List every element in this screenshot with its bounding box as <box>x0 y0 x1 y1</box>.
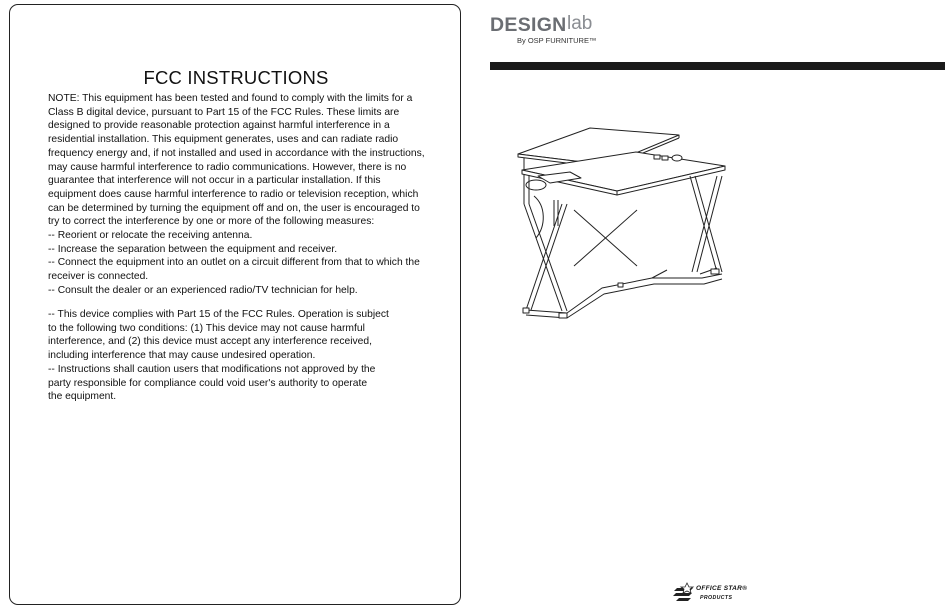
fcc-line: guarantee that interference will not occur in a particular installation. If this <box>48 175 381 187</box>
header-bar <box>490 62 945 70</box>
fcc-line: -- Connect the equipment into an outlet on a circuit different from that to which the <box>48 257 420 269</box>
logo-design-text: DESIGN <box>490 14 567 36</box>
fcc-line: -- Consult the dealer or an experienced radio/TV technician for help. <box>48 284 358 296</box>
fcc-line: -- Reorient or relocate the receiving antenna. <box>48 230 253 242</box>
fcc-line: the equipment. <box>48 391 117 403</box>
logo-lab-text: lab <box>567 13 593 34</box>
fcc-paragraph-1 <box>48 92 448 298</box>
fcc-line: to the following two conditions: (1) This device may not cause harmful <box>48 322 365 334</box>
fcc-line: interference, and (2) this device must accept any interference received, <box>48 336 372 348</box>
fcc-line: -- This device complies with Part 15 of the FCC Rules. Operation is subject <box>48 309 389 320</box>
fcc-line: -- Instructions shall caution users that modifications not approved by the <box>48 363 376 375</box>
desk-illustration <box>512 118 742 323</box>
fcc-line: party responsible for compliance could void user's authority to operate <box>48 377 368 389</box>
office-star-logo <box>673 582 793 606</box>
fcc-line: designed to provide reasonable protection against harmful interference in a <box>48 120 390 132</box>
products-text: PRODUCTS <box>700 595 733 601</box>
fcc-paragraph-2 <box>48 308 448 404</box>
fcc-line: NOTE: This equipment has been tested and found to comply with the limits for a <box>48 93 413 104</box>
fcc-line: try to correct the interference by one or more of the following measures: <box>48 216 375 228</box>
fcc-line: receiver is connected. <box>48 271 149 283</box>
fcc-line: may cause harmful interference to radio communications. However, there is no <box>48 161 407 173</box>
fcc-title: FCC INSTRUCTIONS <box>143 67 329 88</box>
designlab-logo <box>490 14 610 46</box>
fcc-line: -- Increase the separation between the equipment and receiver. <box>48 243 338 255</box>
office-star-text: OFFICE STAR® <box>696 585 748 592</box>
fcc-instructions-panel <box>9 4 461 605</box>
office-star-mark-icon <box>673 582 697 604</box>
fcc-line: residential installation. This equipment generates, uses and can radiate radio <box>48 134 399 146</box>
fcc-line: Class B digital device, pursuant to Part 15 of the FCC Rules. These limits are <box>48 106 400 118</box>
fcc-line: can be determined by turning the equipment off and on, the user is encouraged to <box>48 202 420 214</box>
logo-byline: By OSP FURNITURE™ <box>517 36 597 45</box>
fcc-line: frequency energy and, if not installed and used in accordance with the instructions, <box>48 147 425 159</box>
fcc-line: including interference that may cause undesired operation. <box>48 350 316 362</box>
fcc-line: equipment does cause harmful interference to radio or television reception, which <box>48 188 419 200</box>
